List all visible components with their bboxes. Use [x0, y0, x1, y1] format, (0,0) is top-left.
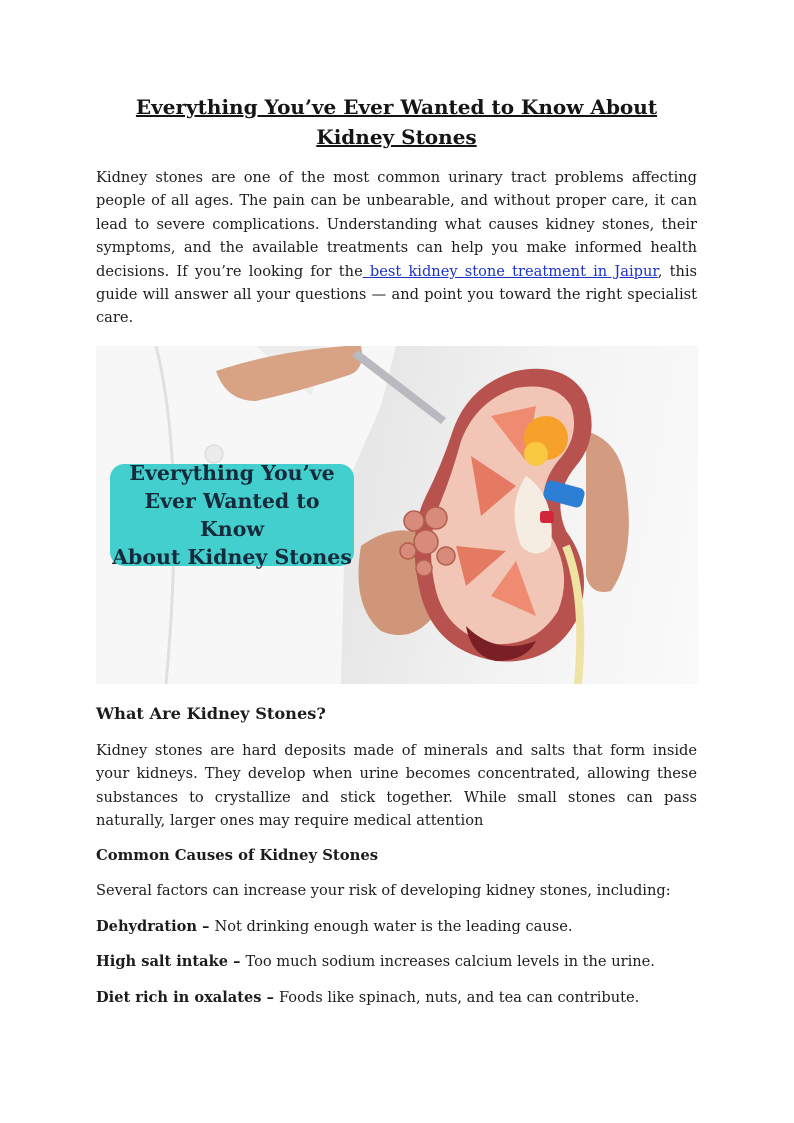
intro-text-before-link: Kidney stones are one of the most common urinary tract problems affecting people of all ages. The pain can be unbearable, and without proper care, it can lead to severe complications. Understanding what causes kidney stones, their symptoms, and the available treatments can help you make informed health decisions. If you’re looking for the — [96, 169, 697, 280]
cause-item — [96, 915, 697, 938]
kidney-stone-shape — [524, 442, 548, 466]
section-what-body: Kidney stones are hard deposits made of minerals and salts that form inside your kidneys. They develop when urine becomes concentrated, allowing these substances to crystallize and stick together. While small stones can pass naturally, larger ones may require medical attention — [96, 741, 697, 830]
article-title: Everything You’ve Ever Wanted to Know About Kidney Stones — [135, 95, 658, 149]
section-heading-what: What Are Kidney Stones? — [96, 703, 326, 723]
hero-title-badge — [110, 460, 354, 569]
hero-image — [96, 346, 698, 684]
kidney-stone-treatment-link[interactable]: best kidney stone treatment in Jaipur — [362, 262, 658, 280]
cause-term: Diet rich in oxalates – — [96, 988, 279, 1006]
intro-text-after-link: , this guide will answer all your questions — and point you toward the right specialist care. — [96, 262, 697, 327]
section-heading-causes: Common Causes of Kidney Stones — [96, 847, 379, 865]
causes-lead: Several factors can increase your risk of developing kidney stones, including: — [96, 882, 671, 900]
cause-desc: Too much sodium increases calcium levels in the urine. — [245, 953, 655, 971]
document-page — [96, 92, 697, 1009]
cause-desc: Foods like spinach, nuts, and tea can contribute. — [278, 988, 640, 1006]
hero-badge-text: Everything You’ve Ever Wanted to Know About Kidney Stones — [112, 460, 352, 569]
intro-paragraph — [96, 166, 697, 330]
cause-item — [96, 950, 697, 973]
cause-term: Dehydration – — [96, 917, 215, 935]
red-vessel-shape — [540, 511, 554, 523]
holding-hand-shape — [586, 431, 629, 592]
cause-item — [96, 986, 697, 1009]
cause-term: High salt intake – — [96, 953, 246, 971]
cause-desc: Not drinking enough water is the leading cause. — [214, 917, 573, 935]
